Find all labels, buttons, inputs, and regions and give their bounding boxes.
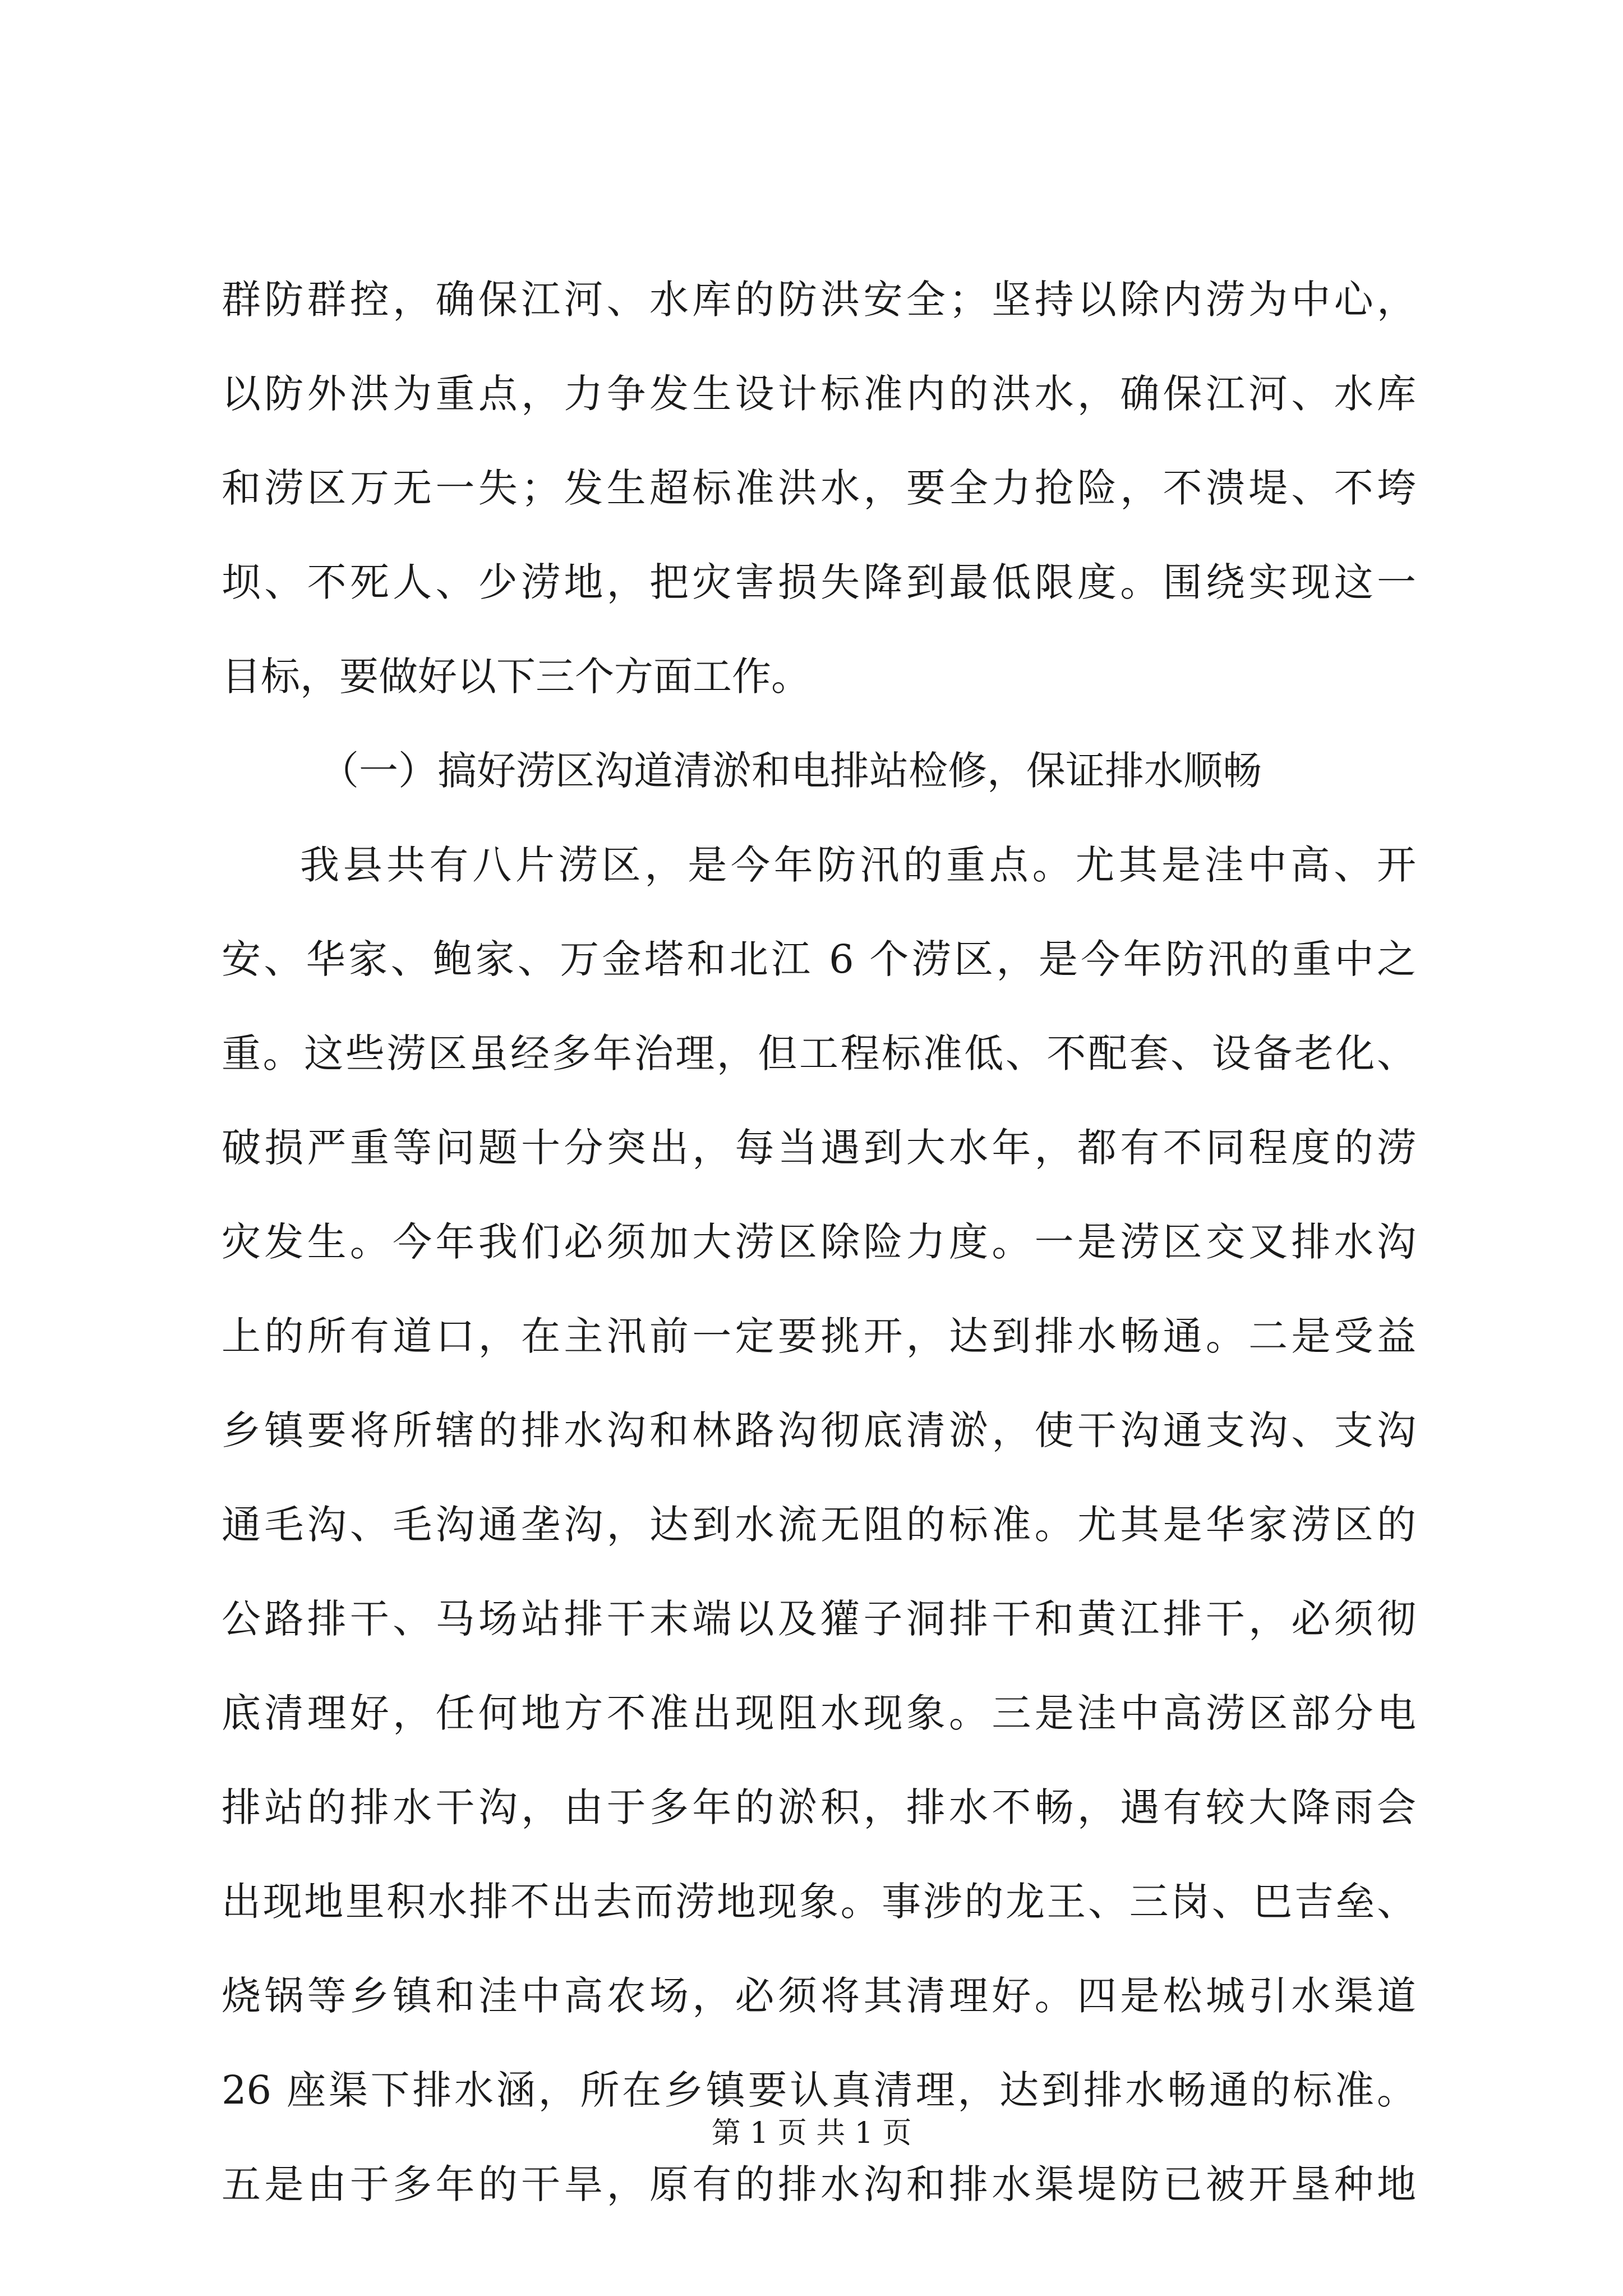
body-line: 底清理好，任何地方不准出现阻水现象。三是洼中高涝区部分电 (222, 1690, 1416, 1736)
body-line: 和涝区万无一失；发生超标准洪水，要全力抢险，不溃堤、不垮 (222, 465, 1416, 511)
body-line: 乡镇要将所辖的排水沟和林路沟彻底清淤，使干沟通支沟、支沟 (222, 1407, 1416, 1453)
body-line: 以防外洪为重点，力争发生设计标准内的洪水，确保江河、水库 (222, 371, 1416, 417)
body-line: 群防群控，确保江河、水库的防洪安全；坚持以除内涝为中心， (222, 277, 1416, 323)
body-line: 上的所有道口，在主汛前一定要挑开，达到排水畅通。二是受益 (222, 1313, 1416, 1359)
body-line: 公路排干、马场站排干末端以及獾子洞排干和黄江排干，必须彻 (222, 1596, 1416, 1642)
body-line: 出现地里积水排不出去而涝地现象。事涉的龙王、三岗、巴吉垒、 (222, 1879, 1416, 1925)
body-line: 坝、不死人、少涝地，把灾害损失降到最低限度。围绕实现这一 (222, 559, 1416, 605)
body-line: 烧锅等乡镇和洼中高农场，必须将其清理好。四是松城引水渠道 (222, 1973, 1416, 2019)
page-number-footer: 第 1 页 共 1 页 (711, 2116, 912, 2150)
paragraph-first-line: 我县共有八片涝区，是今年防汛的重点。尤其是洼中高、开 (300, 842, 1416, 888)
body-line: 通毛沟、毛沟通垄沟，达到水流无阻的标准。尤其是华家涝区的 (222, 1502, 1416, 1548)
body-text (222, 252, 1416, 2231)
body-line: 重。这些涝区虽经多年治理，但工程标准低、不配套、设备老化、 (222, 1030, 1416, 1076)
body-line: 安、华家、鲍家、万金塔和北江 6 个涝区，是今年防汛的重中之 (222, 936, 1416, 982)
section-heading: （一）搞好涝区沟道清淤和电排站检修，保证排水顺畅 (320, 748, 1262, 794)
body-line: 26 座渠下排水涵，所在乡镇要认真清理，达到排水畅通的标准。 (222, 2067, 1416, 2113)
body-line: 灾发生。今年我们必须加大涝区除险力度。一是涝区交叉排水沟 (222, 1219, 1416, 1265)
body-line: 五是由于多年的干旱，原有的排水沟和排水渠堤防已被开垦种地 (222, 2161, 1416, 2207)
body-line: 排站的排水干沟，由于多年的淤积，排水不畅，遇有较大降雨会 (222, 1784, 1416, 1830)
body-line: 目标，要做好以下三个方面工作。 (222, 654, 810, 700)
body-line: 破损严重等问题十分突出，每当遇到大水年，都有不同程度的涝 (222, 1125, 1416, 1171)
